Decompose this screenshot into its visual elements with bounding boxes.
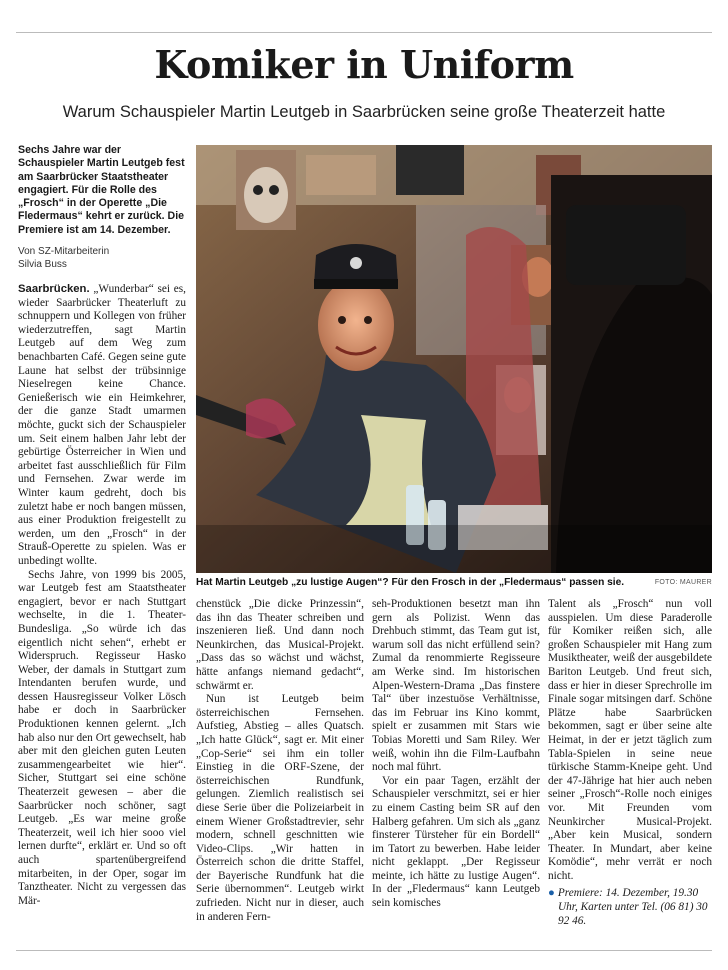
lead-paragraph: Sechs Jahre war der Schauspieler Martin Leutgeb fest am Saarbrücker Staatstheater engagiert. Für die Rolle des „Frosch“ in der Operette „Die Fledermaus“ kehrt er zurück. Die Premiere ist am 14. Dezember.	[18, 144, 185, 236]
article-column-2	[196, 598, 364, 924]
headline: Komiker in Uniform	[154, 42, 574, 87]
byline-role: Von SZ-Mitarbeiterin	[18, 246, 110, 258]
article-column-1	[18, 144, 186, 908]
body-paragraph: chenstück „Die dicke Prinzessin“, das ihn das Theater schreiben und inszenieren ließ. Und dann noch Neunkirchen, das Musical-Projekt. „Dass das so wächst und wächst, hätte anfangs niemand gedacht“, schwärmt er.	[196, 598, 364, 692]
premiere-text: Premiere: 14. Dezember, 19.30 Uhr, Karten unter Tel. (06 81) 30 92 46.	[557, 887, 708, 927]
top-rule	[16, 32, 712, 33]
dressing-room-photo	[196, 145, 712, 573]
byline-author: Silvia Buss	[18, 259, 67, 271]
photo-caption: Hat Martin Leutgeb „zu lustige Augen“? Für den Frosch in der „Fledermaus“ passen sie.	[196, 577, 625, 588]
article-column-3	[372, 598, 540, 911]
body-paragraph: Vor ein paar Tagen, erzählt der Schauspieler verschmitzt, sei er hier zu einem Casting beim SR auf den Halberg gefahren. Um sich als „ganz finsterer Türsteher für ein Bordell“ im Tatort zu bewerben. Habe leider nicht geklappt. „Der Regisseur meinte, ich hätte zu lustige Augen“. In der „Fledermaus“ kann Leutgeb sein komisches	[372, 774, 540, 910]
premiere-info	[548, 887, 712, 928]
article-column-4	[548, 598, 712, 928]
dateline: Saarbrücken.	[18, 283, 90, 296]
photo-credit: FOTO: MAURER	[654, 579, 712, 586]
body-text: „Wunderbar“ sei es, wieder Saarbrücker Theaterluft zu schnuppern und Kollegen von früher wiederzutreffen, sagt Martin Leutgeb auf dem Weg zum benachbarten Café. Gegen seine gute Laune hat selbst der trübsinnige Nieselregen keine Chance. Genießerisch wie ein Heimkehrer, der die ganze Stadt umarmen möchte, guckt sich der Schauspieler um. Seit einem halben Jahr lebt der gebürtige Österreicher in Wien und arbeitet fast ausschließlich für Film und Fernsehen. Zwar werde im Winter kaum gedreht, doch bis zuletzt habe er noch bangen müssen, aus einer Produktion freigestellt zu werden, um den „Frosch“ in der Strauß-Operette zu spielen. Was er unbedingt wollte.	[18, 283, 186, 567]
body-paragraph: seh-Produktionen besetzt man ihn gern als Polizist. Wenn das Drehbuch stimmt, das Team gut ist, warum soll das nicht erfüllend sein? Zumal da renommierte Regisseure am Werke sind. Im historischen Alpen-Western-Drama „Das finstere Tal“ über inzestuöse Verhältnisse, das im Februar ins Kino kommt, spielt er zusammen mit Stars wie Tobias Moretti und Sam Riley. Wer weiß, wohin ihn die Film-Laufbahn noch mal führt.	[372, 598, 540, 774]
subheadline: Warum Schauspieler Martin Leutgeb in Saarbrücken seine große Theaterzeit hatte	[62, 103, 666, 121]
bottom-rule	[16, 950, 712, 951]
bullet-icon: ●	[548, 887, 555, 900]
byline	[18, 245, 186, 271]
body-paragraph: Sechs Jahre, von 1999 bis 2005, war Leutgeb fest am Staatstheater engagiert, bevor er nach Stuttgart wechselte, in die 1. Theater-Bundesliga. „So würde ich das eigentlich nicht sehen“, erhebt er Widerspruch. Regisseur Hasko Weber, der damals in Stuttgart zum Intendanten berufen wurde, und dessen Hausregisseur Volker Lösch habe er doch in Saarbrücker Produktionen kennen gelernt. „Ich hab also nur den Ort gewechselt, hab aber mit den gleichen guten Leuten zusammengearbeitet wie hier“. Sicher, Stuttgart sei eine schöne Theaterzeit gewesen – aber die Saarbrücker noch schöner, sagt Leutgeb. „Es war meine große Theaterzeit, weil ich hier sooo viel lernen durfte“, erklärt er. Und so oft auch spartenübergreifend mitarbeiten, in der Oper, sogar im Tanztheater. Nicht zu vergessen das Mär-	[18, 568, 186, 907]
body-paragraph	[18, 283, 186, 568]
article-photo	[196, 145, 712, 573]
body-paragraph: Talent als „Frosch“ nun voll ausspielen. Um diese Paraderolle für Komiker reißen sich, alle großen Schauspieler mit Hang zum Musiktheater, weiß der ausgebildete Bariton Leutgeb. Und freut sich, dass er hier in dieser Sprechrolle im Finale sogar mitsingen darf. Schöne Plätze habe Saarbrücken bekommen, sagt er über seine alte Heimat, in der er jetzt täglich zum Tabla-Spielen in seine neue türkische Stamm-Kneipe geht. Und der 47-Jährige hat hier auch neben seiner „Frosch“-Rolle noch einiges vor. Mit Freunden vom Neunkircher Musical-Projekt. „Aber kein Musical, sondern Theater. In Mundart, aber keine Komödie“, mehr verrät er noch nicht.	[548, 598, 712, 882]
body-paragraph: Nun ist Leutgeb beim österreichischen Fernsehen. Aufstieg, Abstieg – alles Quatsch. „Ich hatte Glück“, sagt er. Mit einer „Cop-Serie“ sei ihm ein toller Einstieg in die ORF-Szene, der österreichischen Rundfunk, gelungen. Ziemlich realistisch sei diese Serie über die Polizeiarbeit in einem Wiener Großstadtrevier, sehr modern, schnell geschnitten wie Video-Clips. „Wir hatten in Österreich schon die dritte Staffel, der Bayerische Rundfunk hat die Serie übernommen“. Leutgeb wirkt zufrieden. Nicht nur in dieser, auch in anderen Fern-	[196, 693, 364, 923]
